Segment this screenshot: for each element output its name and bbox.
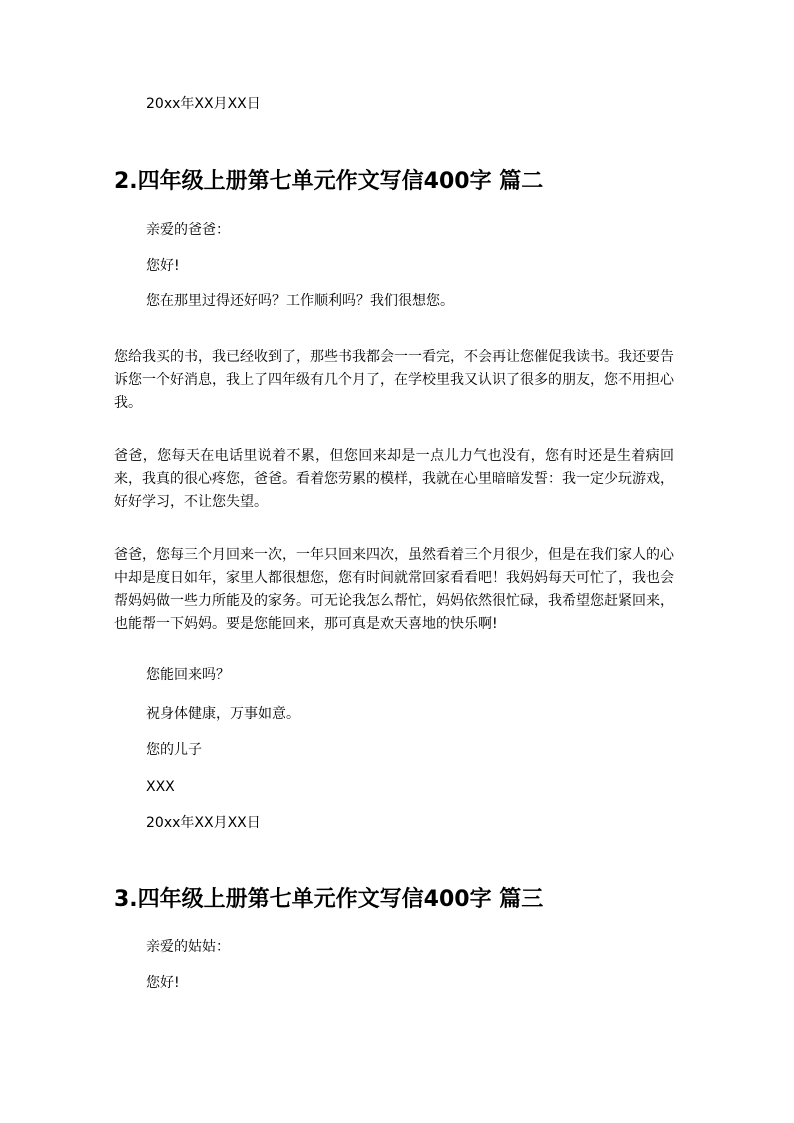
greeting-3: 您好!	[146, 975, 180, 991]
body-paragraph-2: 爸爸，您每天在电话里说着不累，但您回来却是一点儿力气也没有，您有时还是生着病回来，我真的很心疼您，爸爸。看着您劳累的模样，我就在心里暗暗发誓：我一定少玩游戏，好好学习，不让您失望。	[114, 448, 674, 510]
greeting-2: 您好!	[146, 258, 180, 274]
signature-2: XXX	[146, 779, 175, 795]
date-2: 20xx年XX月XX日	[146, 815, 261, 831]
letter-date-top: 20xx年XX月XX日	[146, 96, 261, 112]
section-heading-3: 3.四年级上册第七单元作文写信400字 篇三	[114, 887, 544, 912]
salutation-2: 亲爱的爸爸：	[146, 222, 230, 238]
section-heading-2: 2.四年级上册第七单元作文写信400字 篇二	[114, 169, 544, 194]
closing-2: 您的儿子	[146, 742, 202, 758]
salutation-3: 亲爱的姑姑：	[146, 939, 230, 955]
body-paragraph-1: 您给我买的书，我已经收到了，那些书我都会一一看完，不会再让您催促我读书。我还要告诉您一个好消息，我上了四年级有几个月了，在学校里我又认识了很多的朋友，您不用担心我。	[114, 349, 674, 411]
intro-2: 您在那里过得还好吗？工作顺利吗？我们很想您。	[146, 293, 454, 309]
question-2: 您能回来吗？	[146, 667, 230, 683]
wish-2: 祝身体健康，万事如意。	[146, 706, 300, 722]
body-paragraph-3: 爸爸，您每三个月回来一次，一年只回来四次，虽然看着三个月很少，但是在我们家人的心中却是度日如年，家里人都很想您，您有时间就常回家看看吧！我妈妈每天可忙了，我也会帮妈妈做一些力所能及的家务。可无论我怎么帮忙，妈妈依然很忙碌，我希望您赶紧回来，也能帮一下妈妈。要是您能回来，那可真是欢天喜地的快乐啊!	[114, 547, 674, 632]
